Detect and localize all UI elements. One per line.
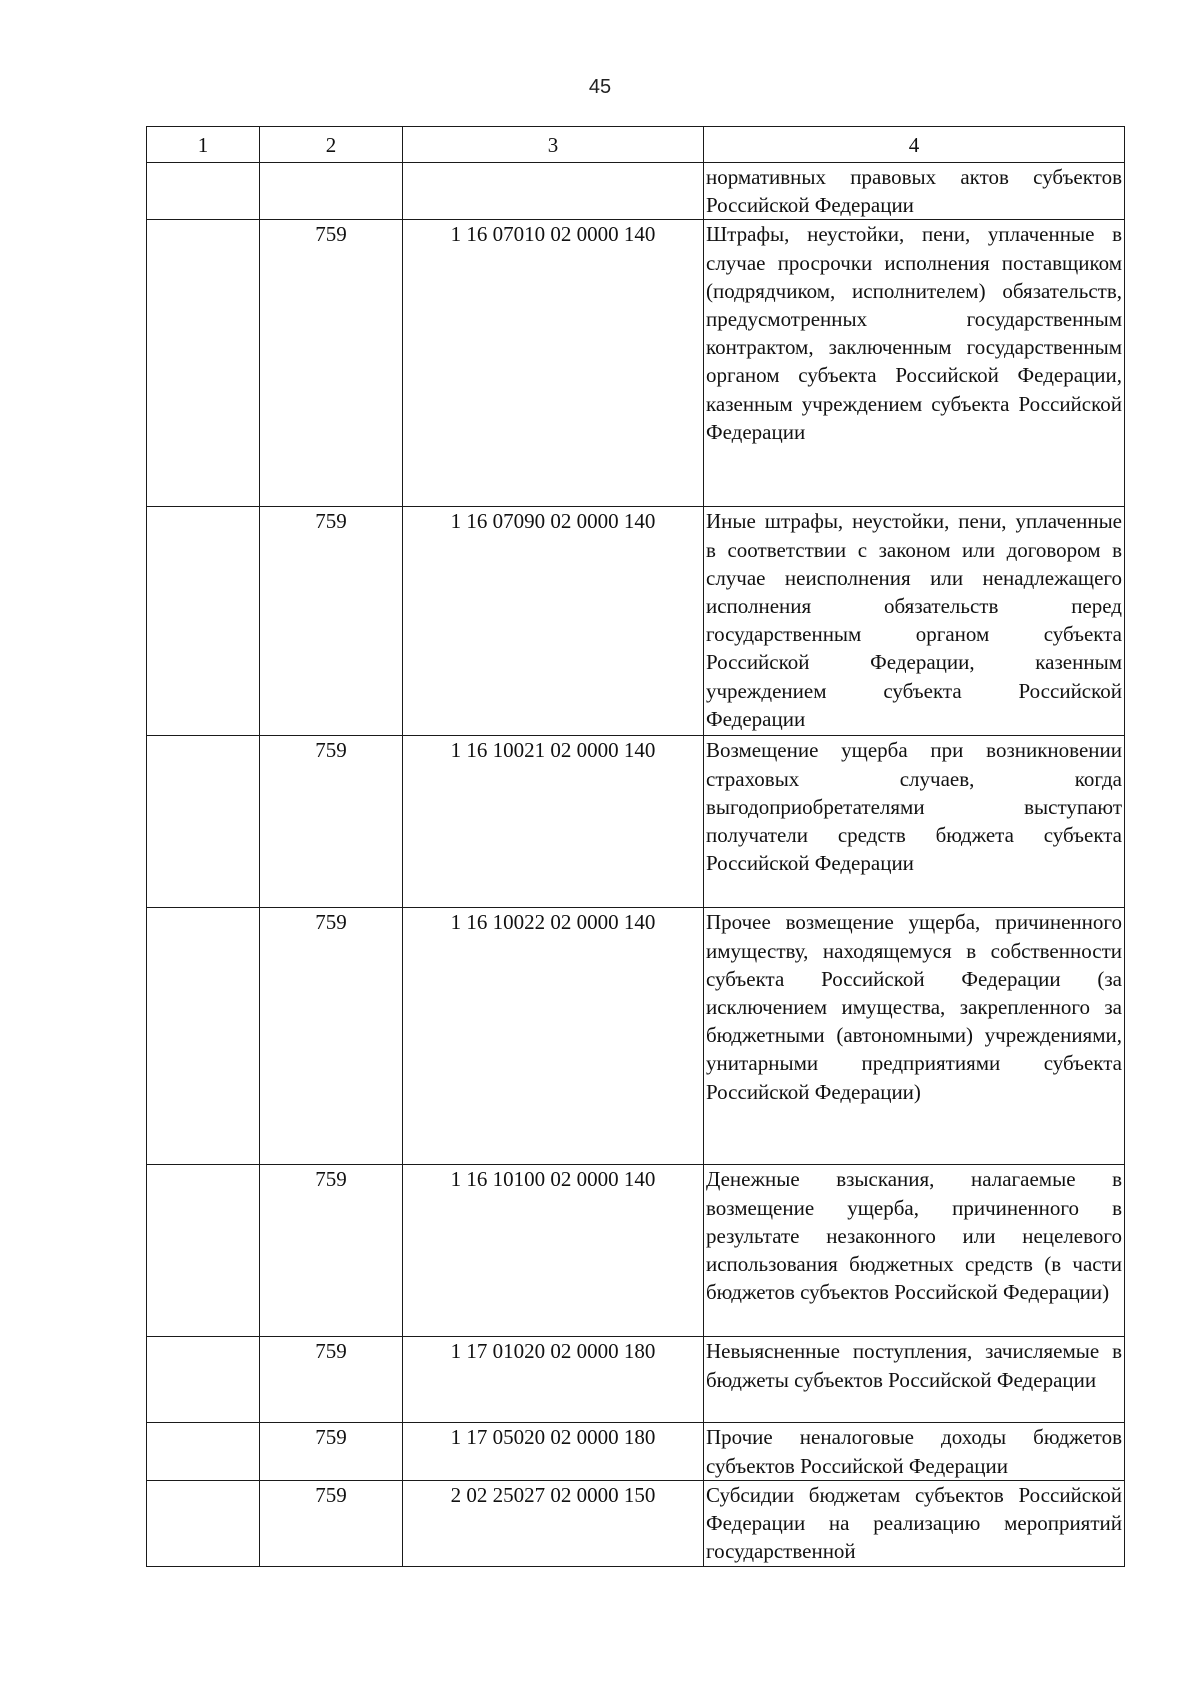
cell-description: Субсидии бюджетам субъектов Российской Федерации на реализацию мероприятий государственной — [704, 1480, 1125, 1566]
cell-budget-code: 1 17 01020 02 0000 180 — [403, 1337, 704, 1423]
table-row — [147, 908, 1125, 1165]
cell-col1 — [147, 1480, 260, 1566]
cell-admin-code: 759 — [260, 736, 403, 908]
cell-budget-code: 1 16 10100 02 0000 140 — [403, 1165, 704, 1337]
header-col-3: 3 — [403, 127, 704, 163]
cell-admin-code: 759 — [260, 220, 403, 507]
cell-col1 — [147, 908, 260, 1165]
cell-description: Штрафы, неустойки, пени, уплаченные в случае просрочки исполнения поставщиком (подрядчиком, исполнителем) обязательств, предусмотренных государственным контрактом, заключенным государственным органом субъекта Российской Федерации, казенным учреждением субъекта Российской Федерации — [704, 220, 1125, 507]
cell-admin-code — [260, 163, 403, 220]
cell-description: Прочие неналоговые доходы бюджетов субъектов Российской Федерации — [704, 1423, 1125, 1480]
cell-col1 — [147, 163, 260, 220]
cell-admin-code: 759 — [260, 1480, 403, 1566]
cell-admin-code: 759 — [260, 1165, 403, 1337]
header-col-4: 4 — [704, 127, 1125, 163]
table-row — [147, 163, 1125, 220]
cell-description: Иные штрафы, неустойки, пени, уплаченные в соответствии с законом или договором в случае неисполнения или ненадлежащего исполнения обязательств перед государственным органом субъекта Российской Федерации, казенным учреждением субъекта Российской Федерации — [704, 507, 1125, 736]
cell-description: нормативных правовых актов субъектов Российской Федерации — [704, 163, 1125, 220]
table-row — [147, 1337, 1125, 1423]
cell-admin-code: 759 — [260, 1423, 403, 1480]
table-header-row — [147, 127, 1125, 163]
cell-description: Прочее возмещение ущерба, причиненного имуществу, находящемуся в собственности субъекта Российской Федерации (за исключением имущества, закрепленного за бюджетными (автономными) учреждениями, унитарными предприятиями субъекта Российской Федерации) — [704, 908, 1125, 1165]
page-number: 45 — [588, 76, 612, 98]
cell-admin-code: 759 — [260, 908, 403, 1165]
table-row — [147, 736, 1125, 908]
table-row — [147, 1480, 1125, 1566]
cell-admin-code: 759 — [260, 1337, 403, 1423]
table-row — [147, 507, 1125, 736]
cell-description: Денежные взыскания, налагаемые в возмещение ущерба, причиненного в результате незаконного или нецелевого использования бюджетных средств (в части бюджетов субъектов Российской Федерации) — [704, 1165, 1125, 1337]
cell-col1 — [147, 507, 260, 736]
cell-col1 — [147, 220, 260, 507]
cell-col1 — [147, 1423, 260, 1480]
cell-col1 — [147, 736, 260, 908]
cell-budget-code — [403, 163, 704, 220]
table-row — [147, 1165, 1125, 1337]
cell-budget-code: 1 16 07010 02 0000 140 — [403, 220, 704, 507]
cell-admin-code: 759 — [260, 507, 403, 736]
cell-col1 — [147, 1165, 260, 1337]
cell-budget-code: 1 17 05020 02 0000 180 — [403, 1423, 704, 1480]
cell-budget-code: 2 02 25027 02 0000 150 — [403, 1480, 704, 1566]
cell-col1 — [147, 1337, 260, 1423]
header-col-2: 2 — [260, 127, 403, 163]
cell-budget-code: 1 16 10021 02 0000 140 — [403, 736, 704, 908]
cell-description: Невыясненные поступления, зачисляемые в бюджеты субъектов Российской Федерации — [704, 1337, 1125, 1423]
cell-budget-code: 1 16 10022 02 0000 140 — [403, 908, 704, 1165]
cell-budget-code: 1 16 07090 02 0000 140 — [403, 507, 704, 736]
table-row — [147, 1423, 1125, 1480]
cell-description: Возмещение ущерба при возникновении страховых случаев, когда выгодоприобретателями выступают получатели средств бюджета субъекта Российской Федерации — [704, 736, 1125, 908]
header-col-1: 1 — [147, 127, 260, 163]
table-row — [147, 220, 1125, 507]
budget-classification-table — [146, 126, 1125, 1567]
